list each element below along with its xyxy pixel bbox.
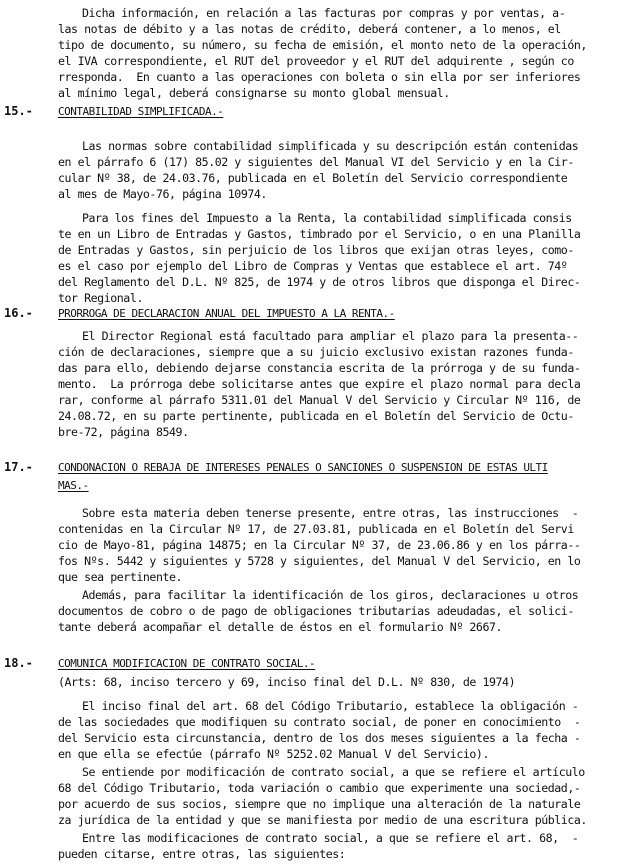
section-number: 17.- [4,460,33,474]
section-title: CONTABILIDAD SIMPLIFICADA.- [58,105,224,118]
body-line: Las normas sobre contabilidad simplificada y su descripción están contenidas [82,139,579,153]
body-line: cular Nº 38, de 24.03.76, publicada en el Boletín del Servicio correspondiente [58,171,568,185]
body-line: 24.08.72, en su parte pertinente, publicada en el Boletín del Servicio de Octu- [58,409,574,423]
body-line: Sobre esta materia deben tenerse presente, entre otras, las instrucciones - [82,506,579,520]
body-line: Además, para facilitar la identificación de los giros, declaraciones u otros [82,588,579,602]
section-number: 15.- [4,104,33,118]
body-line: tor Regional. [58,291,143,305]
intro-line: las notas de débito y a las notas de crédito, deberá contener, a lo menos, el [58,22,561,36]
body-line: ción de declaraciones, siempre que a su juicio exclusivo existan razones funda- [58,345,574,359]
body-line: que sea pertinente. [58,570,183,584]
body-line: del Reglamento del D.L. Nº 825, de 1974 y de otros libros que disponga el Direc- [58,275,581,289]
body-line: de las sociedades que modifiquen su contrato social, de poner en conocimiento - [58,715,581,729]
body-line: fos Nºs. 5442 y siguientes y 5728 y siguientes, del Manual V del Servicio, en lo [58,554,581,568]
body-line: rar, conforme al párrafo 5311.01 del Manual V del Servicio y Circular Nº 116, de [58,393,581,407]
body-line: documentos de cobro o de pago de obligaciones tributarias adeudadas, el solici- [58,604,574,618]
body-line: Se entiende por modificación de contrato social, a que se refiere el artículo [82,765,585,779]
intro-line: al mínimo legal, deberá consignarse su monto global mensual. [58,86,450,100]
section-title-continued: MAS.- [58,479,89,492]
body-line: del Servicio esta circunstancia, dentro de los dos meses siguientes a la fecha - [58,731,581,745]
body-line: bre-72, página 8549. [58,425,189,439]
body-line: tante deberá acompañar el detalle de éstos en el formulario Nº 2667. [58,620,503,634]
body-line: cio de Mayo-81, página 14875; en la Circular Nº 37, de 23.06.86 y en los párra-- [58,538,581,552]
body-line: El inciso final del art. 68 del Código Tributario, establece la obligación - [82,699,579,713]
section-number: 16.- [4,306,33,320]
body-line: das para ello, debiendo dejarse constancia escrita de la prórroga y de su funda- [58,361,581,375]
section-subtitle: (Arts: 68, inciso tercero y 69, inciso final del D.L. Nº 830, de 1974) [58,675,516,689]
body-line: za jurídica de la entidad y que se manifiesta por medio de una escritura pública. [58,813,587,827]
section-title: COMUNICA MODIFICACION DE CONTRATO SOCIAL.- [58,657,316,670]
body-line: es el caso por ejemplo del Libro de Compras y Ventas que establece el art. 74º [58,259,568,273]
body-line: en que ella se efectúe (párrafo Nº 5252.02 Manual V del Servicio). [58,747,489,761]
body-line: pueden citarse, entre otras, las siguientes: [58,847,346,861]
body-line: Entre las modificaciones de contrato social, a que se refiere el art. 68, - [82,831,579,845]
body-line: mento. La prórroga debe solicitarse antes que expire el plazo normal para decla [58,377,581,391]
intro-line: el IVA correspondiente, el RUT del proveedor y el RUT del adquirente , según co [58,54,574,68]
body-line: por acuerdo de sus socios, siempre que no implique una alteración de la naturale [58,797,581,811]
body-line: de Entradas y Gastos, sin perjuicio de los libros que exijan otras leyes, como- [58,243,574,257]
body-line: El Director Regional está facultado para ampliar el plazo para la presenta-- [82,329,579,343]
intro-line: tipo de documento, su número, su fecha de emisión, el monto neto de la operación, [58,38,587,52]
body-line: te en un Libro de Entradas y Gastos, timbrado por el Servicio, o en una Planilla [58,227,581,241]
section-number: 18.- [4,656,33,670]
body-line: Para los fines del Impuesto a la Renta, la contabilidad simplificada consis [82,211,572,225]
section-title: CONDONACION O REBAJA DE INTERESES PENALES O SANCIONES O SUSPENSION DE ESTAS ULTI [58,461,548,474]
body-line: al mes de Mayo-76, página 10974. [58,187,267,201]
body-line: en el párrafo 6 (17) 85.02 y siguientes del Manual VI del Servicio y en la Cir- [58,155,574,169]
body-line: 68 del Código Tributario, toda variación o cambio que experimente una sociedad,- [58,781,581,795]
section-title: PRORROGA DE DECLARACION ANUAL DEL IMPUESTO A LA RENTA.- [58,307,395,320]
intro-line: Dicha información, en relación a las facturas por compras y por ventas, a- [82,6,566,20]
body-line: contenidas en la Circular Nº 17, de 27.03.81, publicada en el Boletín del Servi [58,522,574,536]
intro-line: rresponda. En cuanto a las operaciones con boleta o sin ella por ser inferiores [58,70,581,84]
